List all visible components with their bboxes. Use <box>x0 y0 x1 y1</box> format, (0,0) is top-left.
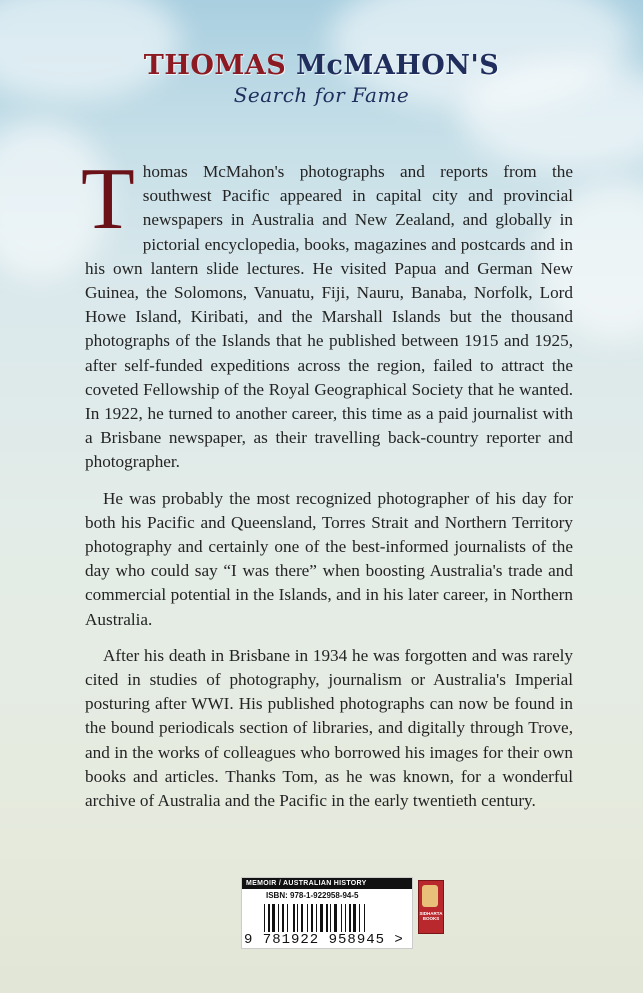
blurb-paragraph-2: He was probably the most recognized photographer of his day for both his Pacific and Queensland, Torres Strait and Northern Territory photography and certainly one of the best-informed journalists of the day who could say “I was there” when boosting Australia's trade and commercial potential in the Islands, and in his later career, in Northern Australia. <box>85 488 573 629</box>
barcode-bar <box>326 904 328 932</box>
book-title <box>0 50 643 81</box>
barcode-bar <box>320 904 323 932</box>
barcode-bar <box>364 904 365 932</box>
title-part-thomas: THOMAS <box>143 50 297 81</box>
barcode-bar <box>293 904 295 932</box>
barcode-bar <box>359 904 360 932</box>
barcode-bar <box>301 904 303 932</box>
barcode-bar <box>278 904 279 932</box>
barcode-digits: 9 781922 958945 > <box>244 932 404 948</box>
blurb-paragraph-1-text: homas McMahon's photographs and reports from the southwest Pacific appeared in capital city and provincial newspapers in Australia and New Zealand, and globally in pictorial encyclopedia, books, magazines and postcards and in his own lantern slide lectures. He visited Papua and German New Guinea, the Solomons, Vanuatu, Fiji, Nauru, Banaba, Norfolk, Lord Howe Island, Kiribati, and the Marshall Islands but the thousand photographs of the Islands that he published between 1915 and 1925, after self-funded expeditions across the region, failed to attract the coveted Fellowship of the Royal Geographical Society that he wanted. In 1922, he turned to another career, this time as a paid journalist with a Brisbane newspaper, as their travelling back-country reporter and photographer. <box>85 162 573 472</box>
barcode-bar <box>264 904 265 932</box>
barcode-bar <box>311 904 313 932</box>
blurb-paragraph-3: After his death in Brisbane in 1934 he was forgotten and was rarely cited in studies of photography, journalism or Australia's Imperial posturing after WWI. His published photographs can now be found in the bound periodicals section of libraries, and digitally through Trove, and in the works of colleagues who borrowed his images for their own books and articles. Thanks Tom, as he was known, for a wonderful archive of Australia and the Pacific in the early twentieth century. <box>85 645 573 811</box>
barcode-bar <box>268 904 270 932</box>
isbn-barcode <box>242 878 412 948</box>
barcode-bar <box>272 904 275 932</box>
barcode-bar <box>282 904 284 932</box>
barcode-bar <box>349 904 351 932</box>
blurb-paragraph-1 <box>81 151 573 475</box>
barcode-bar <box>341 904 342 932</box>
blurb-text <box>81 151 573 825</box>
barcode-isbn: ISBN: 978-1-922958-94-5 <box>266 891 359 900</box>
barcode-bar <box>334 904 337 932</box>
barcode-bar <box>287 904 288 932</box>
title-part-mcmahon: McMAHON'S <box>296 50 500 81</box>
barcode-bar <box>316 904 317 932</box>
publisher-logo <box>418 880 444 934</box>
title-block <box>0 50 643 107</box>
drop-cap: T <box>81 151 135 248</box>
publisher-logo-emblem <box>422 885 438 907</box>
barcode-bar <box>330 904 331 932</box>
barcode-bar <box>345 904 346 932</box>
barcode-category: MEMOIR / AUSTRALIAN HISTORY <box>242 878 412 889</box>
book-subtitle: Search for Fame <box>233 83 410 107</box>
barcode-bar <box>353 904 356 932</box>
publisher-name: SIDHARTA BOOKS <box>419 911 443 921</box>
barcode-bar <box>307 904 308 932</box>
barcode-bar <box>297 904 298 932</box>
barcode-bars <box>264 904 384 932</box>
